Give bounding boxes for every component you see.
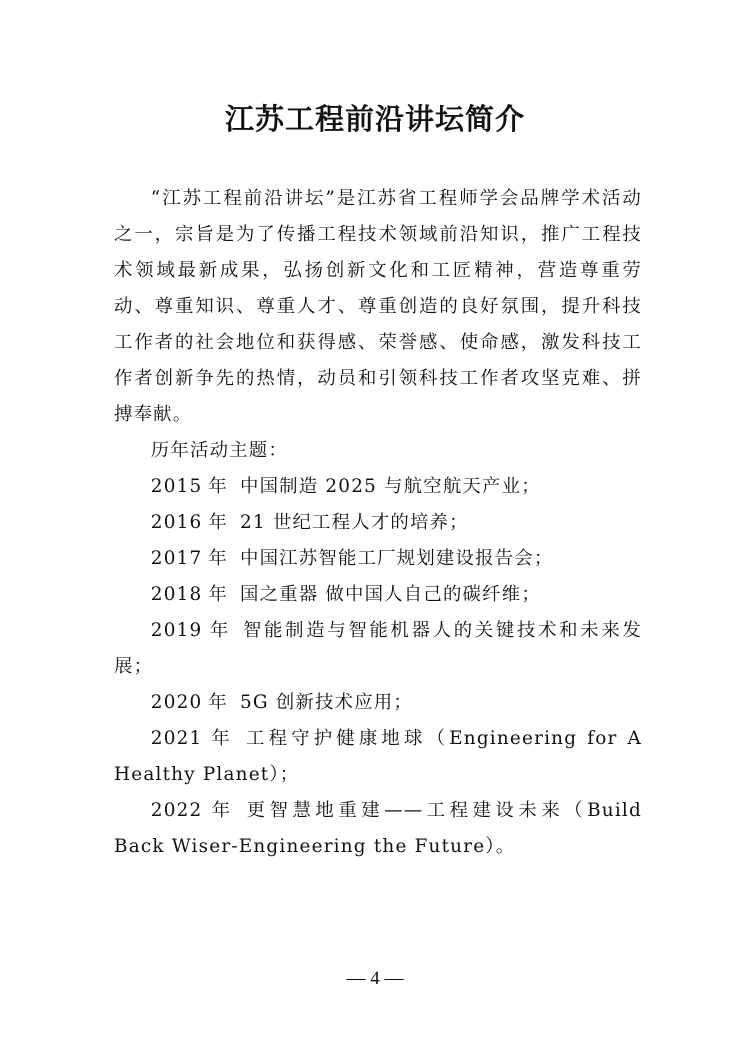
document-body: [114, 181, 642, 865]
theme-year-unit: 年: [208, 692, 228, 713]
themes-heading: 历年活动主题：: [150, 440, 288, 461]
theme-year-unit: 年: [208, 728, 234, 749]
theme-year: 2019: [150, 620, 203, 641]
theme-year: 2016: [150, 512, 203, 533]
theme-year-unit: 年: [208, 620, 231, 641]
theme-item: [114, 721, 642, 793]
theme-text: 21 世纪工程人才的培养；: [240, 512, 469, 533]
theme-text: 更智慧地重建——工程建设未来（Build Back Wiser-Engineering the Future）。: [114, 800, 642, 857]
theme-year: 2015: [150, 476, 203, 497]
theme-item: [114, 505, 642, 541]
document-title: 江苏工程前沿讲坛简介: [224, 102, 525, 136]
theme-item: [114, 541, 642, 577]
theme-year-unit: 年: [208, 548, 228, 569]
theme-text: 国之重器 做中国人自己的碳纤维；: [240, 584, 541, 605]
theme-text: 中国制造 2025 与航空航天产业；: [240, 476, 541, 497]
theme-text: 中国江苏智能工厂规划建设报告会；: [240, 548, 554, 569]
theme-year: 2021: [150, 728, 203, 749]
theme-year-unit: 年: [208, 800, 235, 821]
theme-item: [114, 685, 642, 721]
page-number: — 4 —: [346, 968, 404, 989]
theme-item: [114, 613, 642, 685]
theme-item: [114, 793, 642, 865]
theme-text: 智能制造与智能机器人的关键技术和未来发展；: [114, 620, 642, 677]
theme-text: 工程守护健康地球（Engineering for A Healthy Planet）；: [114, 728, 642, 785]
theme-year: 2022: [150, 800, 203, 821]
intro-paragraph: “江苏工程前沿讲坛”是江苏省工程师学会品牌学术活动之一，宗旨是为了传播工程技术领域前沿知识，推广工程技术领域最新成果，弘扬创新文化和工匠精神，营造尊重劳动、尊重知识、尊重人才、尊重创造的良好氛围，提升科技工作者的社会地位和获得感、荣誉感、使命感，激发科技工作者创新争先的热情，动员和引领科技工作者攻坚克难、拼搏奉献。: [114, 188, 642, 425]
theme-item: [114, 577, 642, 613]
theme-year: 2020: [150, 692, 203, 713]
theme-item: [114, 469, 642, 505]
theme-year-unit: 年: [208, 584, 228, 605]
theme-text: 5G 创新技术应用；: [240, 692, 413, 713]
theme-year-unit: 年: [208, 512, 228, 533]
theme-year: 2018: [150, 584, 203, 605]
theme-year: 2017: [150, 548, 203, 569]
theme-year-unit: 年: [208, 476, 228, 497]
